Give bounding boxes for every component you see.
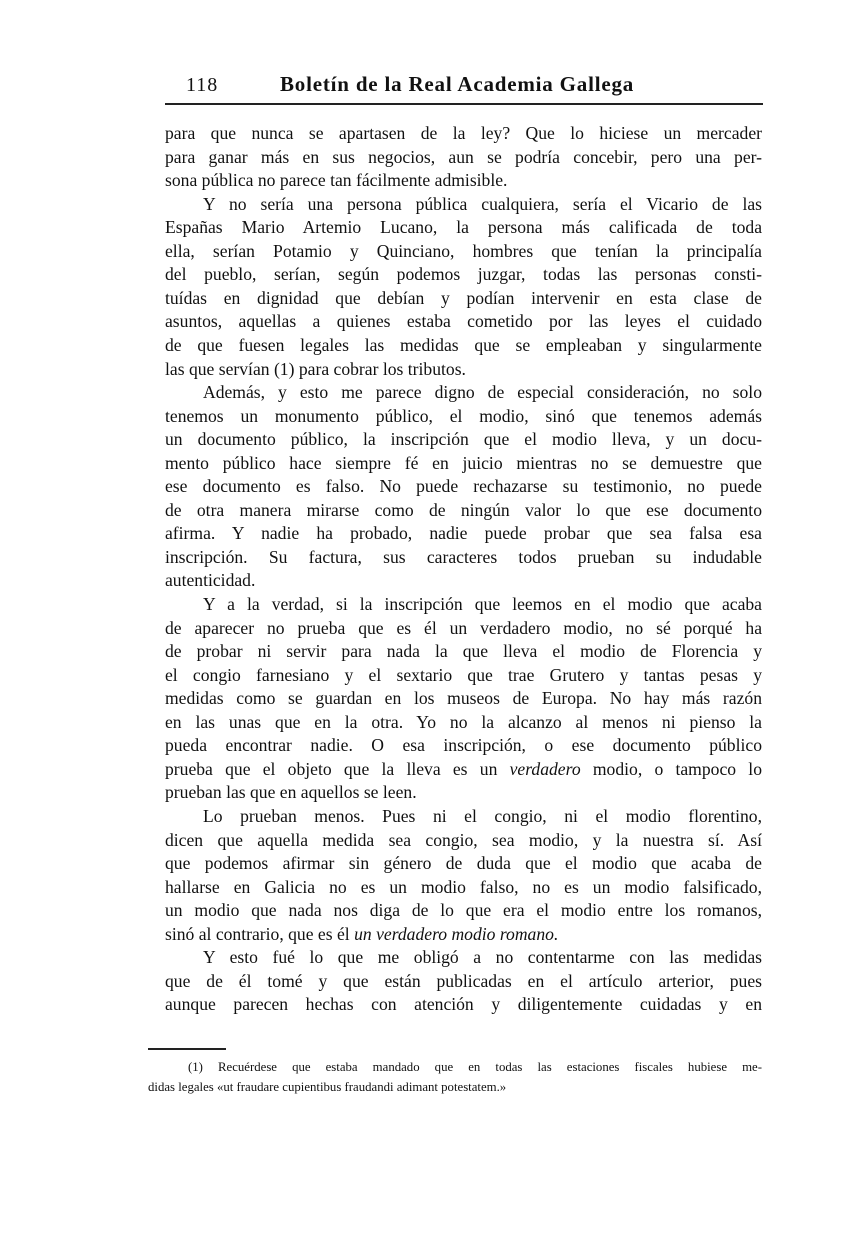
text-segment: dicen que aquella medida sea congio, sea modio, y la nuestra sí. Así (165, 829, 762, 850)
text-segment: en las unas que en la otra. Yo no la alcanzo al menos ni pienso la (165, 711, 762, 732)
text-line (165, 664, 762, 686)
text-line (165, 216, 762, 238)
text-line (165, 522, 762, 544)
text-line (165, 169, 762, 191)
text-segment: Y no sería una persona pública cualquiera, sería el Vicario de las (203, 193, 762, 214)
text-line (165, 617, 762, 639)
text-line (165, 993, 762, 1015)
text-line (165, 593, 762, 615)
footnote-line: didas legales «ut fraudare cupientibus fraudandi adimant potestatem.» (148, 1080, 507, 1094)
text-segment: autenticidad. (165, 570, 256, 591)
text-segment: Españas Mario Artemio Lucano, la persona más calificada de toda (165, 217, 762, 238)
text-line (165, 876, 762, 898)
text-line (165, 310, 762, 332)
running-header-title: Boletín de la Real Academia Gallega (280, 72, 635, 96)
header-rule (165, 103, 763, 105)
text-line (165, 452, 762, 474)
text-line (165, 193, 762, 215)
text-line (165, 711, 762, 733)
text-line (165, 546, 762, 568)
text-segment: sona pública no parece tan fácilmente admisible. (165, 170, 508, 191)
text-line (165, 829, 762, 851)
text-segment: ella, serían Potamio y Quinciano, hombres que tenían la principalía (165, 240, 762, 261)
text-segment: un modio que nada nos diga de lo que era el modio entre los romanos, (165, 900, 762, 921)
text-segment: que podemos afirmar sin género de duda que el modio que acaba de (165, 853, 762, 874)
text-segment: para ganar más en sus negocios, aun se podría concebir, pero una per- (165, 146, 762, 167)
text-segment: tuídas en dignidad que debían y podían intervenir en esta clase de (165, 287, 762, 308)
text-segment: inscripción. Su factura, sus caracteres todos prueban su indudable (165, 546, 762, 567)
text-segment: afirma. Y nadie ha probado, nadie puede probar que sea falsa esa (165, 523, 762, 544)
text-segment: prueba que el objeto que la lleva es un (165, 758, 510, 779)
text-segment: pueda encontrar nadie. O esa inscripción, o ese documento público (165, 735, 762, 756)
text-segment: aunque parecen hechas con atención y diligentemente cuidadas y en (165, 994, 762, 1015)
text-segment: sinó al contrario, que es él (165, 923, 355, 944)
text-line (165, 687, 762, 709)
text-line (165, 758, 762, 780)
text-segment: ese documento es falso. No puede rechazarse su testimonio, no puede (165, 476, 762, 497)
text-line (165, 499, 762, 521)
text-line (165, 358, 762, 380)
text-line (165, 734, 762, 756)
italic-text: un verdadero modio romano. (354, 923, 559, 944)
text-segment: de aparecer no prueba que es él un verdadero modio, no sé porqué ha (165, 617, 762, 638)
text-line (165, 428, 762, 450)
text-segment: de probar ni servir para nada la que lleva el modio de Florencia y (165, 641, 762, 662)
text-line (165, 263, 762, 285)
text-line (165, 805, 762, 827)
footnote-rule (148, 1048, 226, 1050)
text-line (165, 287, 762, 309)
text-segment: las que servían (1) para cobrar los tributos. (165, 358, 466, 379)
text-line (165, 640, 762, 662)
text-line (165, 146, 762, 168)
text-line (165, 923, 762, 945)
text-line (165, 475, 762, 497)
text-segment: Y a la verdad, si la inscripción que leemos en el modio que acaba (203, 594, 762, 614)
text-segment: mento público hace siempre fé en juicio mientras no se demuestre que (165, 452, 762, 473)
text-line (165, 946, 762, 968)
footnote-line: (1) Recuérdese que estaba mandado que en todas las estaciones fiscales hubiese me- (188, 1060, 762, 1074)
text-line (165, 405, 762, 427)
text-line (165, 334, 762, 356)
text-line (165, 381, 762, 403)
text-segment: Además, y esto me parece digno de especial consideración, no solo (203, 382, 762, 403)
text-segment: hallarse en Galicia no es un modio falso, no es un modio falsificado, (165, 876, 762, 897)
text-segment: un documento público, la inscripción que el modio lleva, y un docu- (165, 429, 762, 450)
text-line (165, 240, 762, 262)
text-segment: que de él tomé y que están publicadas en el artículo arterior, pues (165, 970, 762, 991)
text-segment: para que nunca se apartasen de la ley? Que lo hiciese un mercader (165, 123, 762, 143)
text-segment: el congio farnesiano y el sextario que trae Grutero y tantas pesas y (165, 664, 762, 685)
italic-text: verdadero (509, 758, 581, 779)
text-segment: de otra manera mirarse como de ningún valor lo que ese documento (165, 499, 762, 520)
text-segment: de que fuesen legales las medidas que se empleaban y singularmente (165, 334, 762, 355)
text-segment: asuntos, aquellas a quienes estaba cometido por las leyes el cuidado (165, 311, 762, 332)
text-segment: modio, o tampoco lo (580, 758, 762, 779)
text-line (165, 852, 762, 874)
page-number: 118 (186, 74, 219, 96)
text-segment: Lo prueban menos. Pues ni el congio, ni el modio florentino, (203, 805, 762, 826)
text-line (165, 569, 762, 591)
text-line (165, 781, 762, 803)
text-segment: tenemos un monumento público, el modio, sinó que tenemos además (165, 405, 762, 426)
text-segment: Y esto fué lo que me obligó a no contentarme con las medidas (203, 947, 762, 968)
text-line (165, 122, 762, 144)
text-segment: medidas como se guardan en los museos de Europa. No hay más razón (165, 688, 762, 709)
text-segment: del pueblo, serían, según podemos juzgar, todas las personas consti- (165, 264, 762, 285)
text-line (165, 899, 762, 921)
text-segment: prueban las que en aquellos se leen. (165, 782, 417, 803)
text-line (165, 970, 762, 992)
